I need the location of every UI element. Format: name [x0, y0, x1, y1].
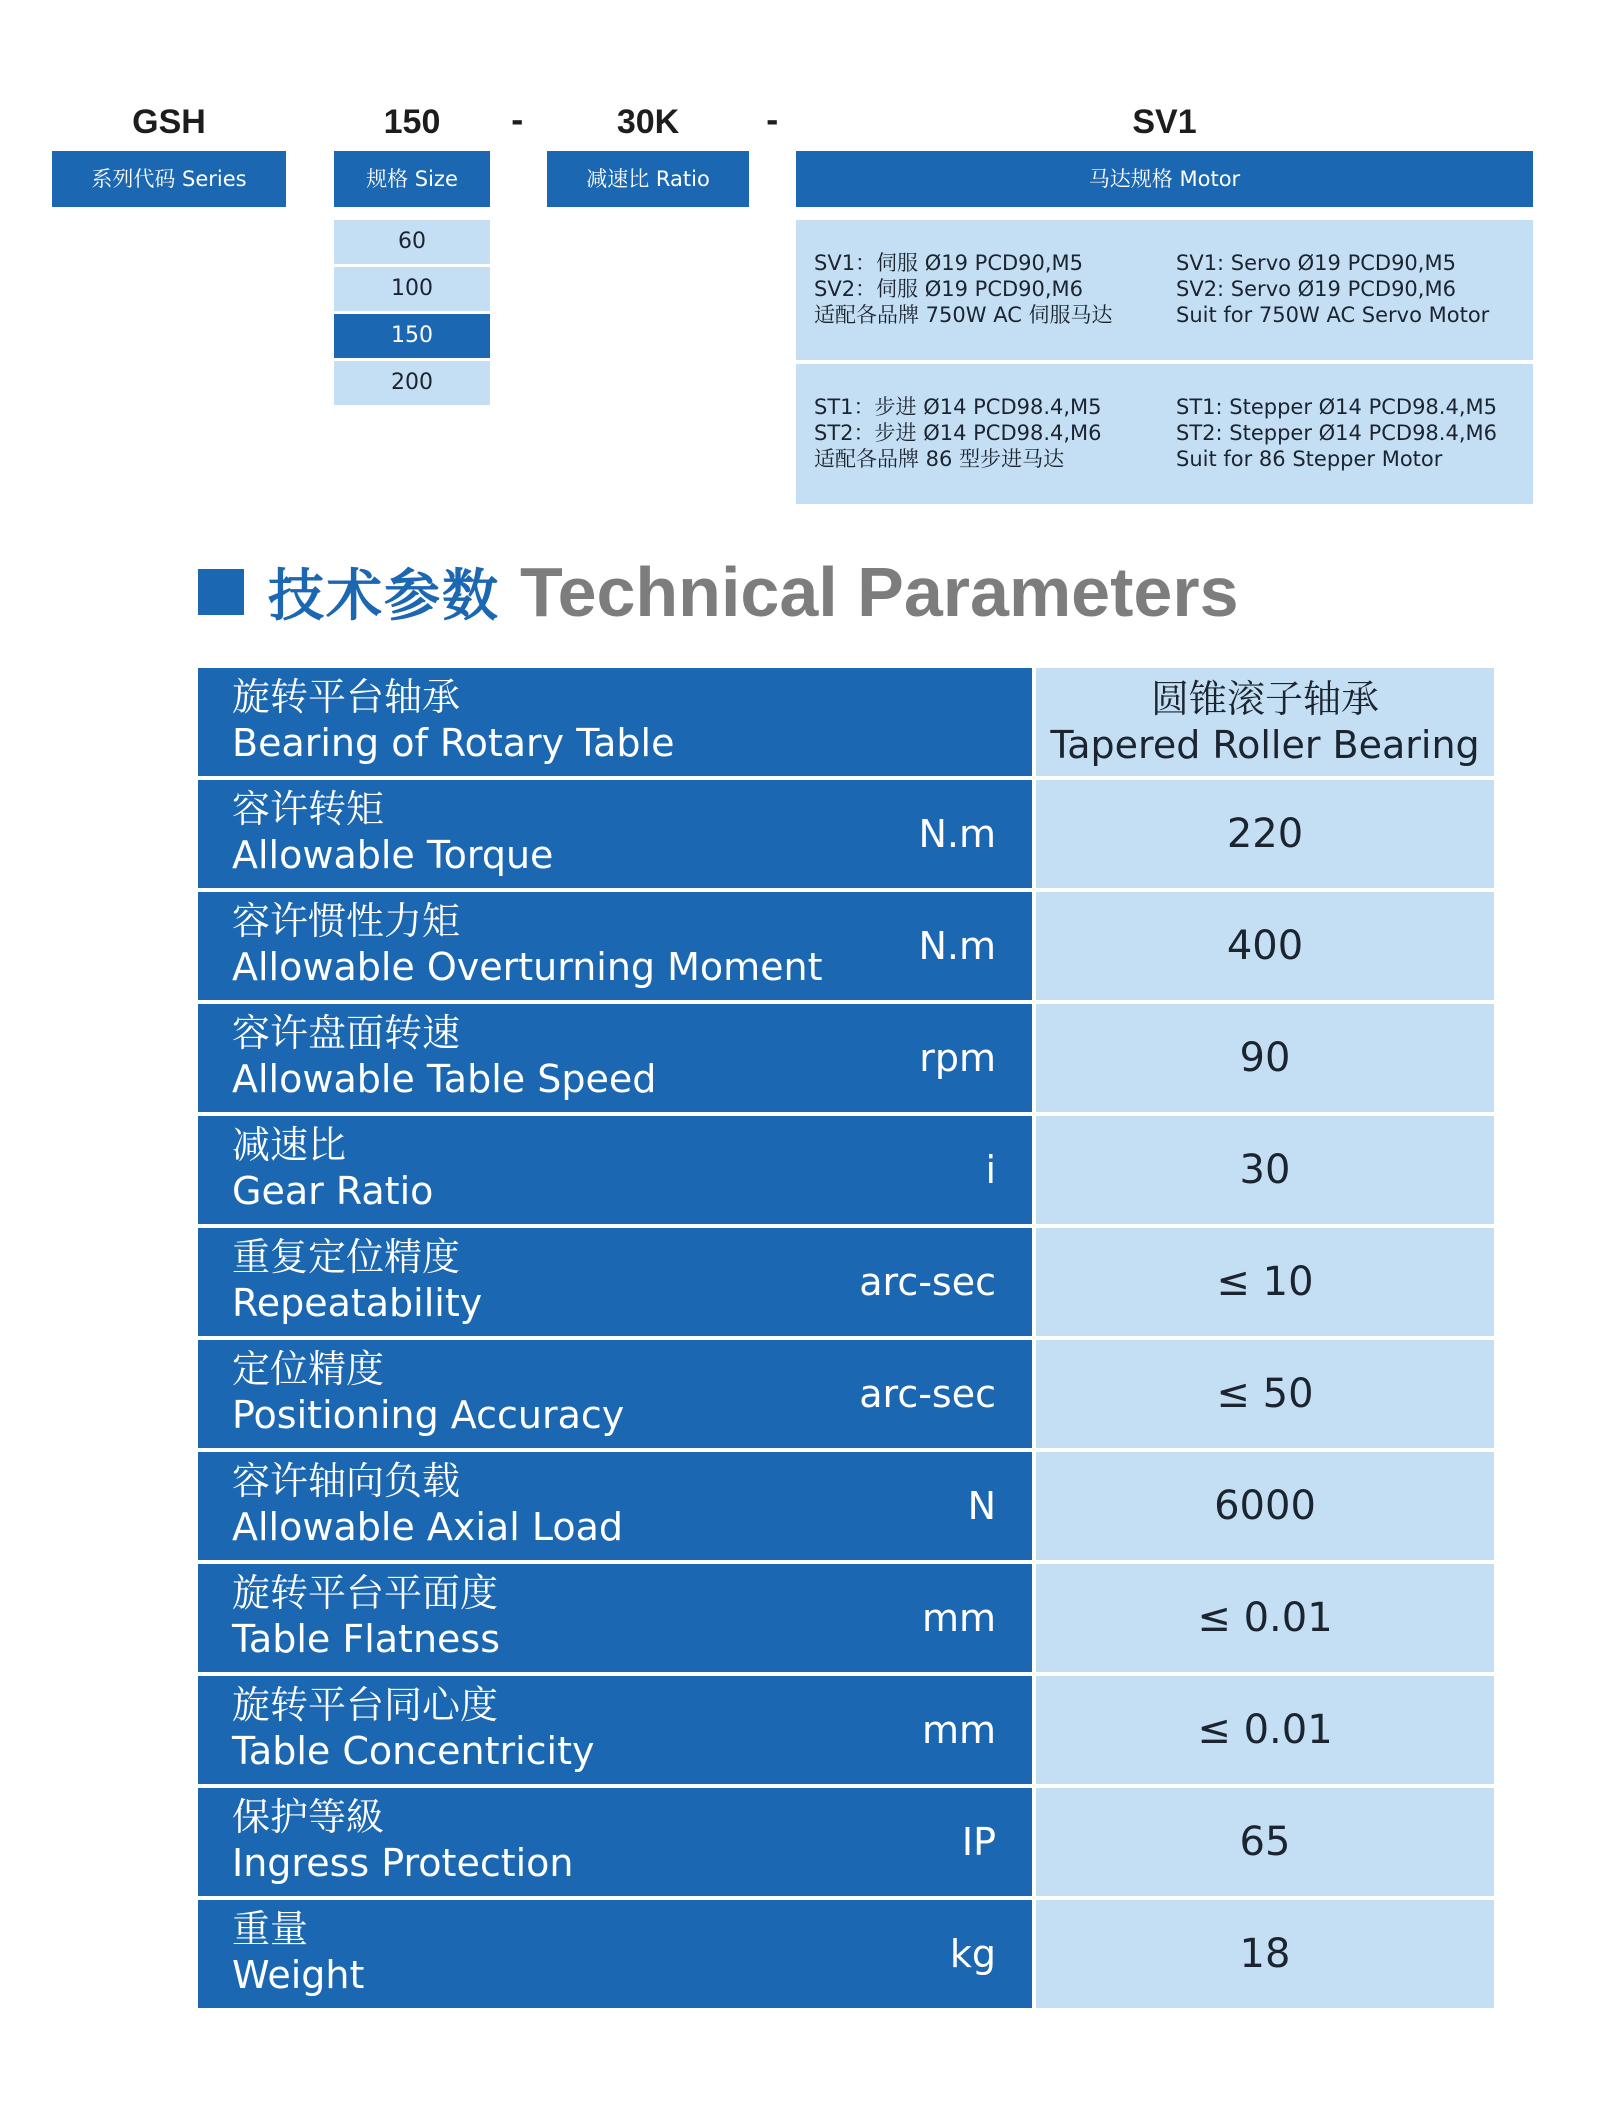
param-value: 18	[1239, 1931, 1291, 1977]
param-value-cell	[1036, 1116, 1494, 1224]
param-name-en: Allowable Overturning Moment	[232, 945, 823, 989]
table-row	[198, 668, 1494, 776]
motor-line: SV1：伺服 Ø19 PCD90,M5	[814, 251, 1084, 275]
param-name-cn: 容许转矩	[232, 787, 385, 831]
table-row	[198, 1564, 1494, 1672]
param-label-cell	[198, 668, 1032, 776]
size-option-150-selected: 150	[334, 314, 490, 358]
param-label-cell	[198, 1116, 1032, 1224]
table-row	[198, 1900, 1494, 2008]
size-option-60: 60	[334, 220, 490, 264]
param-unit: mm	[921, 1708, 996, 1752]
table-row	[198, 892, 1494, 1000]
motor-line: SV2: Servo Ø19 PCD90,M6	[1176, 277, 1456, 301]
section-title-cn: 技术参数	[268, 564, 500, 629]
param-name-cn: 重复定位精度	[232, 1235, 461, 1279]
param-unit: arc-sec	[859, 1372, 996, 1416]
param-name-cn: 旋转平台同心度	[232, 1683, 499, 1727]
param-value-cell	[1036, 668, 1494, 776]
param-value-cell	[1036, 1340, 1494, 1448]
param-name-cn: 容许轴向负载	[232, 1459, 461, 1503]
param-value: ≤ 50	[1216, 1371, 1314, 1417]
motor-line: SV2：伺服 Ø19 PCD90,M6	[814, 277, 1084, 301]
param-value-cell	[1036, 1228, 1494, 1336]
param-label-cell	[198, 1004, 1032, 1112]
section-title	[198, 552, 1239, 632]
motor-line: 适配各品牌 86 型步进马达	[814, 447, 1065, 471]
motor-line: ST1：步进 Ø14 PCD98.4,M5	[814, 395, 1102, 419]
size-code: 150	[383, 103, 441, 141]
param-label-cell	[198, 1228, 1032, 1336]
param-name-cn: 保护等級	[232, 1795, 385, 1839]
size-option-200: 200	[334, 361, 490, 405]
param-unit: N.m	[918, 924, 996, 968]
series-code: GSH	[132, 103, 206, 141]
param-name-en: Gear Ratio	[232, 1169, 434, 1213]
separator-dash: -	[766, 104, 779, 139]
motor-stepper-box	[796, 364, 1533, 504]
param-value: 30	[1239, 1147, 1291, 1193]
param-name-cn: 减速比	[232, 1123, 347, 1167]
ratio-header: 减速比 Ratio	[547, 151, 749, 207]
param-value-cell	[1036, 1004, 1494, 1112]
param-name-en: Ingress Protection	[232, 1841, 574, 1885]
param-value-cell	[1036, 1900, 1494, 2008]
param-name-en: Table Flatness	[232, 1617, 501, 1661]
param-unit: mm	[921, 1596, 996, 1640]
motor-servo-box	[796, 220, 1533, 360]
param-value-cell	[1036, 1452, 1494, 1560]
param-unit: N.m	[918, 812, 996, 856]
table-row	[198, 1228, 1494, 1336]
series-header: 系列代码 Series	[52, 151, 286, 207]
table-row	[198, 1340, 1494, 1448]
param-value-cell	[1036, 1564, 1494, 1672]
separator-dash: -	[511, 104, 524, 139]
motor-line: ST1: Stepper Ø14 PCD98.4,M5	[1176, 395, 1497, 419]
table-row	[198, 1676, 1494, 1784]
param-name-en: Allowable Table Speed	[232, 1057, 657, 1101]
square-bullet-icon	[198, 569, 244, 615]
table-row	[198, 780, 1494, 888]
parameters-table	[198, 668, 1494, 2012]
param-label-cell	[198, 1676, 1032, 1784]
param-name-cn: 旋转平台轴承	[232, 675, 461, 719]
motor-line: SV1: Servo Ø19 PCD90,M5	[1176, 251, 1456, 275]
param-label-cell	[198, 1340, 1032, 1448]
param-label-cell	[198, 1564, 1032, 1672]
param-name-en: Table Concentricity	[232, 1729, 595, 1773]
param-unit: arc-sec	[859, 1260, 996, 1304]
ratio-code: 30K	[616, 103, 680, 141]
param-label-cell	[198, 892, 1032, 1000]
param-value: ≤ 10	[1216, 1259, 1314, 1305]
motor-code: SV1	[1132, 103, 1197, 141]
param-value: 220	[1226, 811, 1304, 857]
param-unit: rpm	[919, 1036, 996, 1080]
param-name-cn: 容许惯性力矩	[232, 899, 461, 943]
param-unit: IP	[961, 1820, 996, 1864]
motor-line: ST2: Stepper Ø14 PCD98.4,M6	[1176, 421, 1497, 445]
param-label-cell	[198, 1788, 1032, 1896]
param-value-en: Tapered Roller Bearing	[1050, 723, 1480, 767]
param-unit: kg	[949, 1932, 996, 1976]
param-name-en: Weight	[232, 1953, 365, 1997]
param-value-cell	[1036, 1788, 1494, 1896]
size-option-100: 100	[334, 267, 490, 311]
param-name-en: Bearing of Rotary Table	[232, 721, 675, 765]
param-unit: i	[985, 1148, 996, 1192]
motor-line: 适配各品牌 750W AC 伺服马达	[814, 303, 1113, 327]
motor-line: Suit for 750W AC Servo Motor	[1176, 303, 1490, 327]
param-value: ≤ 0.01	[1197, 1707, 1333, 1753]
motor-line: Suit for 86 Stepper Motor	[1176, 447, 1443, 471]
param-name-cn: 旋转平台平面度	[232, 1571, 499, 1615]
param-value-cell	[1036, 892, 1494, 1000]
param-name-cn: 重量	[232, 1907, 309, 1951]
param-name-en: Allowable Axial Load	[232, 1505, 623, 1549]
table-row	[198, 1116, 1494, 1224]
param-name-en: Allowable Torque	[232, 833, 554, 877]
param-label-cell	[198, 1452, 1032, 1560]
param-value: 90	[1239, 1035, 1291, 1081]
table-row	[198, 1004, 1494, 1112]
param-value-cell	[1036, 780, 1494, 888]
param-name-en: Repeatability	[232, 1281, 483, 1325]
motor-line: ST2：步进 Ø14 PCD98.4,M6	[814, 421, 1102, 445]
param-label-cell	[198, 1900, 1032, 2008]
param-unit: N	[967, 1484, 996, 1528]
param-label-cell	[198, 780, 1032, 888]
size-header: 规格 Size	[334, 151, 490, 207]
param-value: 400	[1226, 923, 1304, 969]
motor-header: 马达规格 Motor	[796, 151, 1533, 207]
param-value-cell	[1036, 1676, 1494, 1784]
param-value-cn: 圆锥滚子轴承	[1150, 677, 1379, 721]
param-name-cn: 定位精度	[232, 1347, 385, 1391]
param-value: ≤ 0.01	[1197, 1595, 1333, 1641]
param-name-cn: 容许盘面转速	[232, 1011, 461, 1055]
table-row	[198, 1452, 1494, 1560]
param-name-en: Positioning Accuracy	[232, 1393, 625, 1437]
table-row	[198, 1788, 1494, 1896]
param-value: 65	[1239, 1819, 1291, 1865]
param-value: 6000	[1214, 1483, 1316, 1529]
section-title-en: Technical Parameters	[520, 553, 1239, 631]
